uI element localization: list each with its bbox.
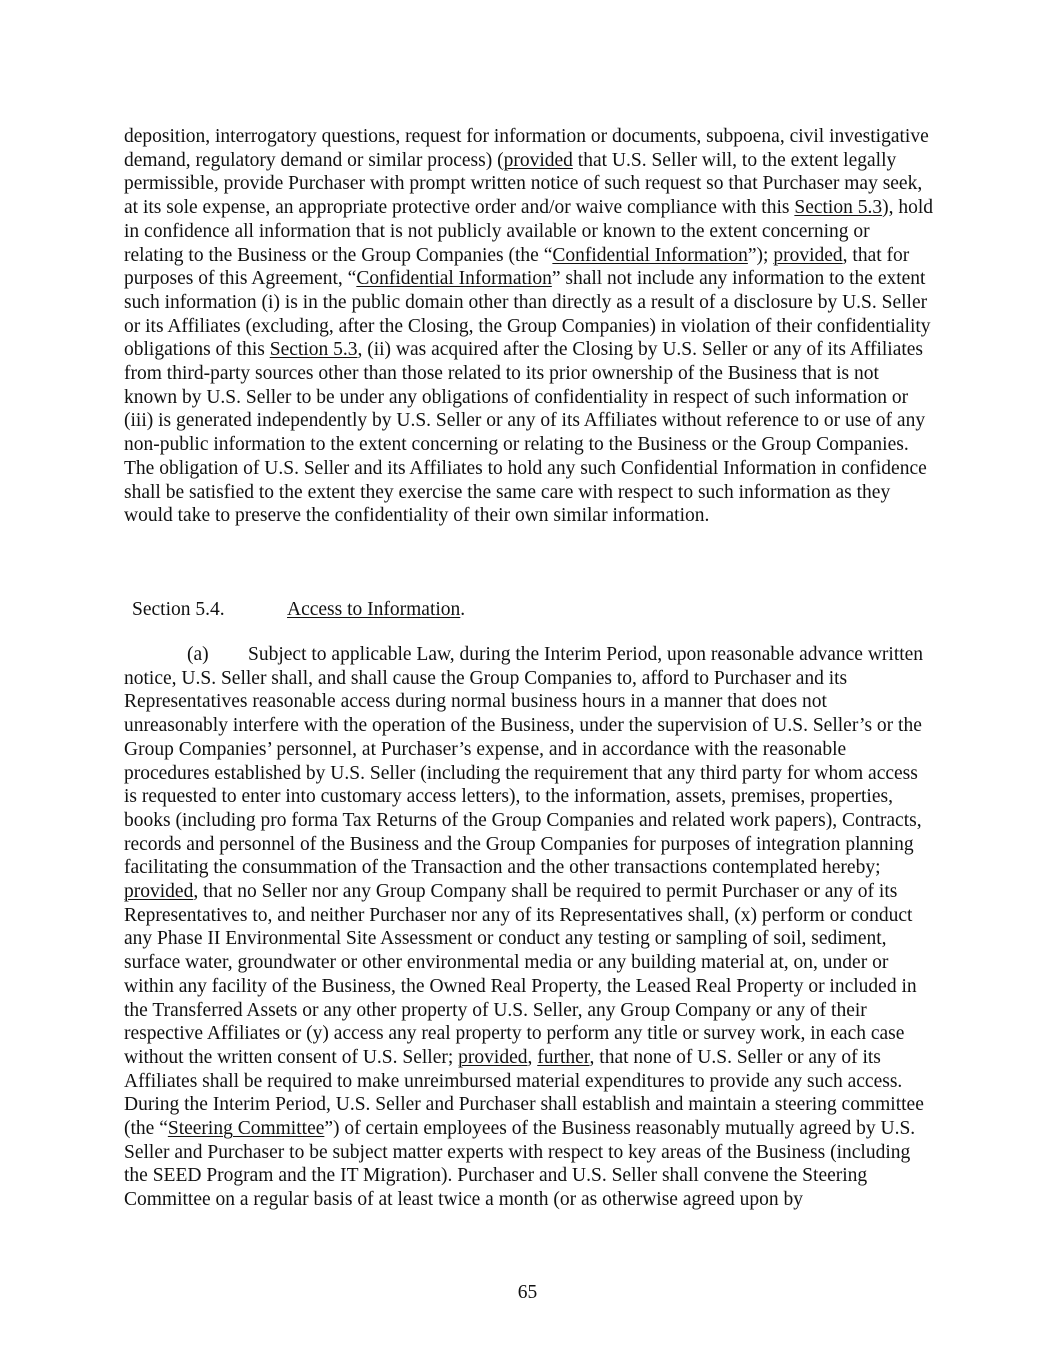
defined-term-steering-committee: Steering Committee xyxy=(167,1118,325,1140)
section-number: Section 5.4. xyxy=(132,599,225,620)
text-run: Subject to applicable Law, during the Interim Period, upon reasonable advance written notice, U.S. Seller shall, and shall cause the Group Companies to, afford to Purchaser and its Representatives reasonable access during normal business hours in a manner that does not unreasonably interfere with the operation of the Business, under the supervision of U.S. Seller’s or the Group Companies’ personnel, at Purchaser’s expense, and in accordance with the reasonable procedures established by U.S. Seller (including the requirement that any third party for whom access is requested to enter into customary access letters), to the information, assets, premises, properties, books (including pro forma Tax Returns of the Group Companies and related work papers), Contracts, records and personnel of the Business and the Group Companies for purposes of integration planning facilitating the consummation of the Transaction and the other transactions contemplated hereby; xyxy=(124,644,924,879)
text-run: ” shall not include any information to the extent such information (i) is in the public domain other than directly as a result of a disclosure by U.S. Seller or its Affiliates (excluding, after the Closing, the Group Companies) in violation of their confidentiality obligations of this xyxy=(124,268,931,361)
defined-term-provided: provided xyxy=(458,1046,528,1068)
section-title-wrap xyxy=(287,598,465,622)
text-run: deposition, interrogatory questions, request for information or documents, subpoena, civil investigative demand, regulatory demand or similar process) ( xyxy=(124,126,929,171)
text-run: , that no Seller nor any Group Company shall be required to permit Purchaser or any of its Representatives to, and neither Purchaser nor any of its Representatives shall, (x) perform or conduct any Phase II Environmental Site Assessment or conduct any testing or sampling of soil, sediment, surface water, groundwater or other environmental media or any building material at, on, under or within any facility of the Business, the Owned Real Property, the Leased Real Property or included in the Transferred Assets or any other property of U.S. Seller, any Group Company or any of their respective Affiliates or (y) access any real property to perform any title or survey work, in each case without the written consent of U.S. Seller; xyxy=(124,881,917,1068)
defined-term-confidential-information: Confidential Information xyxy=(552,244,748,266)
defined-term-confidential-information: Confidential Information xyxy=(356,268,552,290)
section-reference: Section 5.3 xyxy=(794,197,883,219)
defined-term-provided: provided xyxy=(503,149,573,171)
confidentiality-paragraph xyxy=(124,125,934,528)
text-run: ”) of certain employees of the Business reasonably mutually agreed by U.S. Seller and Purchaser to be subject matter experts with respect to key areas of the Business (including the SEED Program and the IT Migration). Purchaser and U.S. Seller shall convene the Steering Committee on a regular basis of at least twice a month (or as otherwise agreed upon by xyxy=(124,1118,916,1211)
defined-term-provided: provided xyxy=(773,244,843,266)
section-title: Access to Information xyxy=(287,599,461,620)
section-title-period: . xyxy=(460,599,466,620)
text-run: ”); xyxy=(747,244,774,266)
access-to-information-paragraph xyxy=(124,643,934,1212)
text-run: that U.S. Seller will, to the extent legally permissible, provide Purchaser with prompt written notice of such request so that Purchaser may seek, at its sole expense, an appropriate protective order and/or waive compliance with this xyxy=(124,149,923,219)
page-number: 65 xyxy=(517,1282,538,1303)
text-run: ), hold in confidence all information that is not publicly available or known to the extent concerning or relating to the Business or the Group Companies (the “ xyxy=(124,197,934,266)
defined-term-further: further xyxy=(537,1046,590,1068)
defined-term-provided: provided xyxy=(124,881,194,903)
text-run: , that for purposes of this Agreement, “ xyxy=(124,244,910,290)
text-run: , xyxy=(527,1046,538,1068)
clause-label: (a) xyxy=(187,644,209,665)
text-run: , that none of U.S. Seller or any of its Affiliates shall be required to make unreimbursed material expenditures to provide any such access. During the Interim Period, U.S. Seller and Purchaser shall establish and maintain a steering committee (the “ xyxy=(124,1046,924,1140)
text-run: , (ii) was acquired after the Closing by U.S. Seller or any of its Affiliates from third-party sources other than those related to its prior ownership of the Business that is not known by U.S. Seller to be under any obligations of confidentiality in respect of such information or (iii) is generated independently by U.S. Seller or any of its Affiliates without reference to or use of any non-public information to the extent concerning or relating to the Business or the Group Companies. The obligation of U.S. Seller and its Affiliates to hold any such Confidential Information in confidence shall be satisfied to the extent they exercise the same care with respect to such information as they would take to preserve the confidentiality of their own similar information. xyxy=(124,339,927,527)
section-reference: Section 5.3 xyxy=(269,339,358,361)
